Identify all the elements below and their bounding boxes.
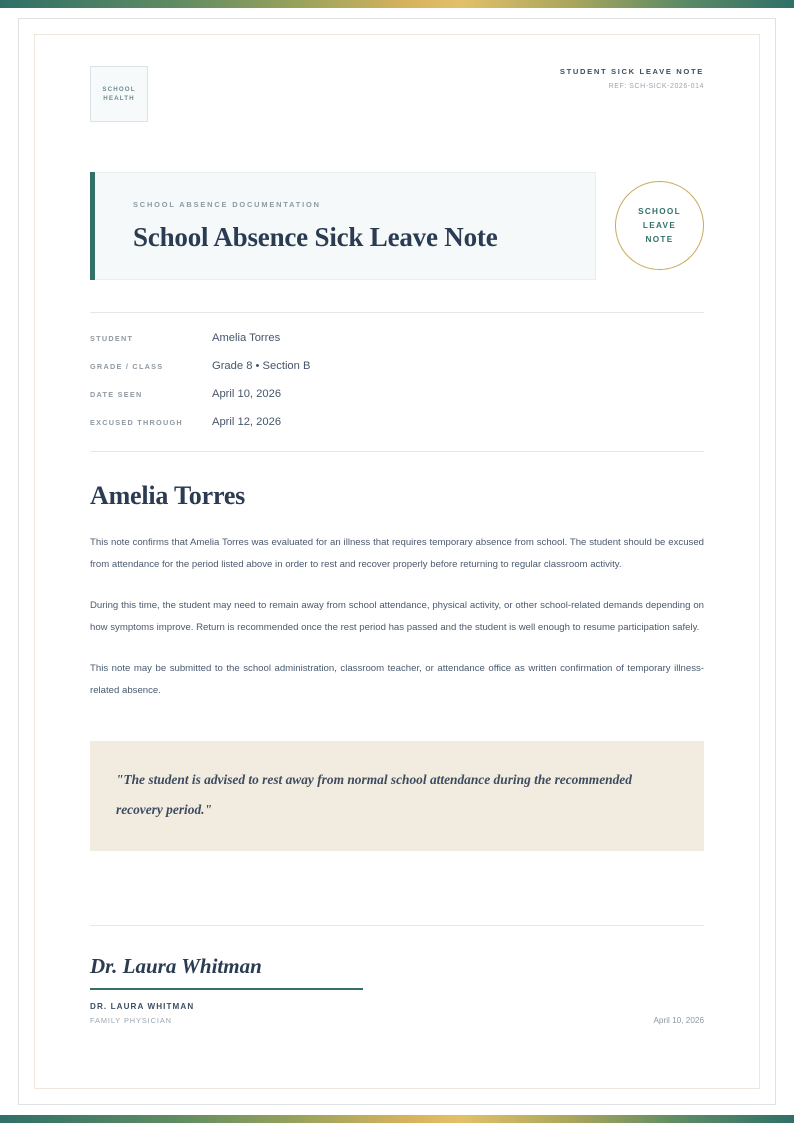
school-health-logo [90,66,148,122]
document-content [90,66,704,1025]
document-type-label: STUDENT SICK LEAVE NOTE [559,67,704,76]
signature-identity [90,1002,194,1025]
meta-row [90,360,704,372]
title-band [90,172,596,280]
body-paragraph-2: During this time, the student may need to remain away from school attendance, physical activity, or other school-related demands depending on how symptoms improve. Return is recommended once the rest period has passed and the student is well enough to resume participation safely. [90,599,704,634]
page-title: School Absence Sick Leave Note [133,221,498,252]
meta-row [90,388,704,400]
signature-date: April 10, 2026 [653,1015,704,1025]
signature-printed-name: DR. LAURA WHITMAN [90,1001,195,1011]
body-paragraph-1: This note confirms that Amelia Torres was evaluated for an illness that requires temporary absence from school. The student should be excused from attendance for the period listed above in order to rest and recover properly before returning to regular classroom activity. [90,537,704,571]
title-row [90,172,704,280]
title-kicker: SCHOOL ABSENCE DOCUMENTATION [133,199,321,209]
divider-below-meta [90,451,704,452]
meta-label: DATE SEEN [90,390,143,399]
subject-heading: Amelia Torres [90,481,246,510]
seal-line-2: LEAVE [642,221,677,230]
signature-footer [90,1002,704,1025]
masthead-right [560,66,704,90]
advisory-quote-text: "The student is advised to rest away from normal school attendance during the recommended recovery period." [116,772,632,818]
bottom-gradient-bar [0,1115,794,1123]
top-gradient-bar [0,0,794,8]
advisory-quote-block [90,741,704,851]
document-reference: REF: SCH-SICK-2026-014 [608,83,704,90]
signature-script: Dr. Laura Whitman [90,954,262,979]
body-paragraph-3: This note may be submitted to the school administration, classroom teacher, or attendance office as written confirmation of temporary illness-related absence. [90,662,704,697]
logo-line-2: HEALTH [103,95,135,102]
logo-line-1: SCHOOL [102,86,136,93]
meta-row [90,332,704,344]
meta-value: April 10, 2026 [212,388,282,400]
meta-label: STUDENT [90,334,134,343]
meta-label: GRADE / CLASS [90,362,164,371]
meta-value: Grade 8 • Section B [212,360,311,372]
meta-row [90,416,704,428]
divider-above-signature [90,925,704,926]
meta-value: Amelia Torres [212,332,281,344]
signature-role: FAMILY PHYSICIAN [90,1015,172,1025]
meta-fields [90,313,704,428]
masthead [90,66,704,124]
seal-line-3: NOTE [645,235,674,244]
meta-label: EXCUSED THROUGH [90,418,183,427]
signature-underline [90,988,363,989]
leave-note-seal [615,181,704,270]
seal-line-1: SCHOOL [638,207,681,216]
meta-value: April 12, 2026 [212,416,282,428]
